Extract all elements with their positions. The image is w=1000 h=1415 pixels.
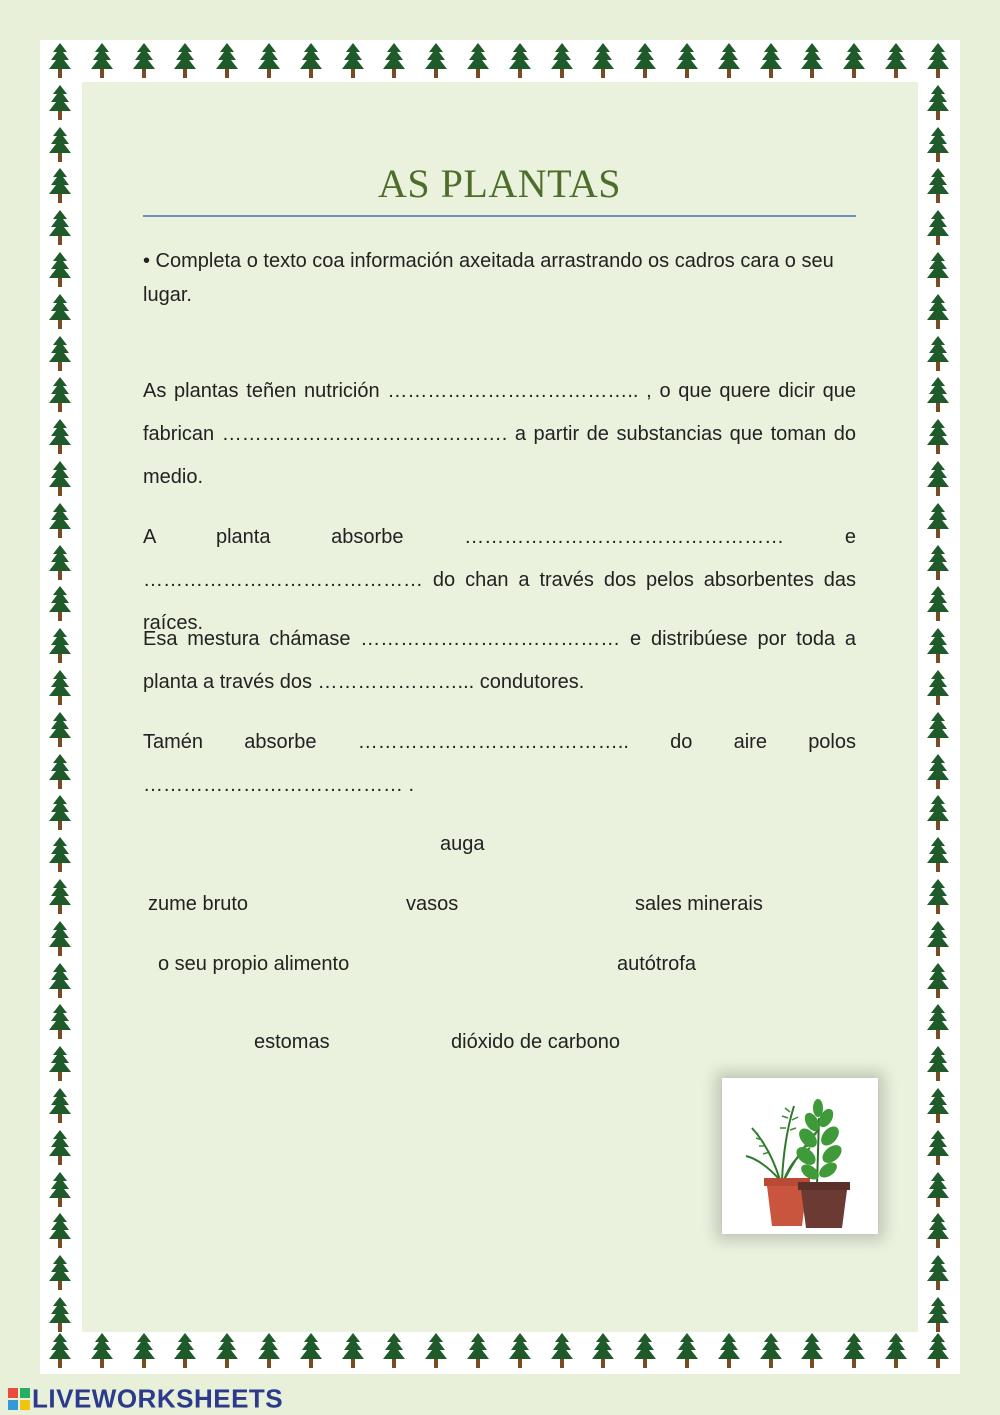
pine-tree-icon bbox=[214, 1332, 240, 1370]
pine-tree-icon bbox=[925, 753, 951, 791]
pine-tree-icon bbox=[883, 42, 909, 80]
pine-tree-icon bbox=[423, 1332, 449, 1370]
pine-tree-icon bbox=[47, 418, 73, 456]
pine-tree-icon bbox=[298, 1332, 324, 1370]
pine-tree-icon bbox=[423, 42, 449, 80]
pine-tree-icon bbox=[47, 251, 73, 289]
pine-tree-icon bbox=[925, 878, 951, 916]
pine-tree-icon bbox=[47, 544, 73, 582]
pine-tree-icon bbox=[925, 418, 951, 456]
pine-tree-icon bbox=[507, 42, 533, 80]
pine-tree-icon bbox=[47, 42, 73, 80]
pine-tree-icon bbox=[172, 1332, 198, 1370]
pine-tree-icon bbox=[47, 1129, 73, 1167]
pine-tree-icon bbox=[47, 920, 73, 958]
pine-tree-icon bbox=[465, 1332, 491, 1370]
pine-tree-icon bbox=[799, 1332, 825, 1370]
pine-tree-icon bbox=[47, 878, 73, 916]
pine-tree-icon bbox=[925, 460, 951, 498]
paragraph-absorption: A planta absorbe ………………………………………… e …………………………………… do chan a través dos pelos absorbentes das raíces. bbox=[143, 526, 856, 634]
pine-tree-icon bbox=[925, 1087, 951, 1125]
pine-tree-icon bbox=[925, 1332, 951, 1370]
paragraph-air: Tamén absorbe ………………………………….. do aire polos ………………………………… . bbox=[143, 731, 856, 796]
pine-tree-icon bbox=[131, 42, 157, 80]
pine-tree-icon bbox=[590, 42, 616, 80]
word-card-estomas[interactable]: estomas bbox=[254, 1031, 330, 1053]
pine-tree-icon bbox=[340, 1332, 366, 1370]
pine-tree-icon bbox=[925, 167, 951, 205]
pine-tree-icon bbox=[131, 1332, 157, 1370]
pine-tree-icon bbox=[883, 1332, 909, 1370]
pine-tree-icon bbox=[47, 335, 73, 373]
word-card-dioxido-de-carbono[interactable]: dióxido de carbono bbox=[451, 1031, 621, 1053]
pine-tree-icon bbox=[47, 627, 73, 665]
pine-tree-icon bbox=[47, 1087, 73, 1125]
pine-tree-icon bbox=[47, 1212, 73, 1250]
paragraph-mixture: Esa mestura chámase ………………………………… e distribúese por toda a planta a través dos …………………... condutores. bbox=[143, 628, 856, 693]
potted-plants-illustration bbox=[722, 1078, 878, 1234]
pine-tree-icon bbox=[47, 1332, 73, 1370]
word-card-propio-alimento[interactable]: o seu propio alimento bbox=[158, 953, 350, 975]
pine-tree-icon bbox=[47, 126, 73, 164]
pine-tree-icon bbox=[47, 1171, 73, 1209]
pine-tree-icon bbox=[716, 42, 742, 80]
pine-tree-icon bbox=[47, 836, 73, 874]
pine-tree-icon bbox=[381, 42, 407, 80]
pine-tree-icon bbox=[716, 1332, 742, 1370]
pine-tree-icon bbox=[925, 836, 951, 874]
pine-tree-icon bbox=[590, 1332, 616, 1370]
pine-tree-icon bbox=[47, 585, 73, 623]
pine-tree-icon bbox=[47, 1254, 73, 1292]
footer-brand bbox=[8, 1382, 284, 1414]
pine-tree-icon bbox=[47, 1003, 73, 1041]
pine-tree-icon bbox=[925, 376, 951, 414]
pine-tree-icon bbox=[758, 1332, 784, 1370]
pine-tree-icon bbox=[925, 711, 951, 749]
pine-tree-icon bbox=[89, 1332, 115, 1370]
pine-tree-icon bbox=[214, 42, 240, 80]
pine-tree-icon bbox=[925, 502, 951, 540]
pine-tree-icon bbox=[256, 1332, 282, 1370]
pine-tree-icon bbox=[47, 753, 73, 791]
pine-tree-icon bbox=[925, 794, 951, 832]
pine-tree-icon bbox=[674, 1332, 700, 1370]
pine-tree-icon bbox=[758, 42, 784, 80]
title-divider bbox=[143, 215, 856, 217]
pine-tree-icon bbox=[925, 84, 951, 122]
pine-tree-icon bbox=[632, 1332, 658, 1370]
page-title: AS PLANTAS bbox=[378, 161, 621, 206]
pine-tree-icon bbox=[925, 209, 951, 247]
pine-tree-icon bbox=[47, 293, 73, 331]
pine-tree-icon bbox=[89, 42, 115, 80]
pine-tree-icon bbox=[925, 1254, 951, 1292]
pine-tree-icon bbox=[47, 502, 73, 540]
paragraph-nutrition: As plantas teñen nutrición ……………………………….. , o que quere dicir que fabrican ……………………………………. a partir de substancias que toman do medio. bbox=[143, 380, 856, 488]
word-card-sales-minerais[interactable]: sales minerais bbox=[635, 893, 763, 915]
word-card-auga[interactable]: auga bbox=[440, 833, 485, 855]
pine-tree-icon bbox=[256, 42, 282, 80]
pine-tree-icon bbox=[799, 42, 825, 80]
pine-tree-icon bbox=[47, 794, 73, 832]
pine-tree-icon bbox=[632, 42, 658, 80]
footer-brand-text: LIVEWORKSHEETS bbox=[32, 1383, 284, 1414]
pine-tree-icon bbox=[925, 669, 951, 707]
pine-tree-icon bbox=[925, 962, 951, 1000]
pine-tree-icon bbox=[47, 460, 73, 498]
pine-tree-icon bbox=[841, 1332, 867, 1370]
word-card-autotrofa[interactable]: autótrofa bbox=[617, 953, 696, 975]
pine-tree-icon bbox=[925, 627, 951, 665]
pine-tree-icon bbox=[925, 1296, 951, 1334]
pine-tree-icon bbox=[340, 42, 366, 80]
pine-tree-icon bbox=[674, 42, 700, 80]
pine-tree-icon bbox=[47, 1045, 73, 1083]
pine-tree-icon bbox=[925, 335, 951, 373]
pine-tree-icon bbox=[925, 585, 951, 623]
pine-tree-icon bbox=[925, 1129, 951, 1167]
pine-tree-icon bbox=[925, 1212, 951, 1250]
pine-tree-icon bbox=[47, 669, 73, 707]
pine-tree-icon bbox=[925, 920, 951, 958]
pine-tree-icon bbox=[549, 42, 575, 80]
pine-tree-icon bbox=[47, 962, 73, 1000]
pine-tree-icon bbox=[925, 293, 951, 331]
pine-tree-icon bbox=[507, 1332, 533, 1370]
pine-tree-icon bbox=[47, 84, 73, 122]
liveworksheets-logo-icon bbox=[8, 1388, 30, 1410]
pine-tree-icon bbox=[925, 251, 951, 289]
pine-tree-icon bbox=[925, 126, 951, 164]
word-card-zume-bruto[interactable]: zume bruto bbox=[148, 893, 249, 915]
pine-tree-icon bbox=[925, 544, 951, 582]
pine-tree-icon bbox=[465, 42, 491, 80]
pine-tree-icon bbox=[172, 42, 198, 80]
pine-tree-icon bbox=[47, 167, 73, 205]
pine-tree-icon bbox=[841, 42, 867, 80]
pine-tree-icon bbox=[298, 42, 324, 80]
instruction-text: • Completa o texto coa información axeitada arrastrando os cadros cara o seu lugar. bbox=[143, 250, 834, 306]
pine-tree-icon bbox=[47, 711, 73, 749]
pine-tree-icon bbox=[47, 209, 73, 247]
pine-tree-icon bbox=[925, 1003, 951, 1041]
pine-tree-icon bbox=[549, 1332, 575, 1370]
word-card-vasos[interactable]: vasos bbox=[406, 893, 459, 915]
pine-tree-icon bbox=[47, 376, 73, 414]
pine-tree-icon bbox=[925, 1171, 951, 1209]
pine-tree-icon bbox=[925, 42, 951, 80]
pine-tree-icon bbox=[381, 1332, 407, 1370]
pine-tree-icon bbox=[925, 1045, 951, 1083]
pine-tree-icon bbox=[47, 1296, 73, 1334]
